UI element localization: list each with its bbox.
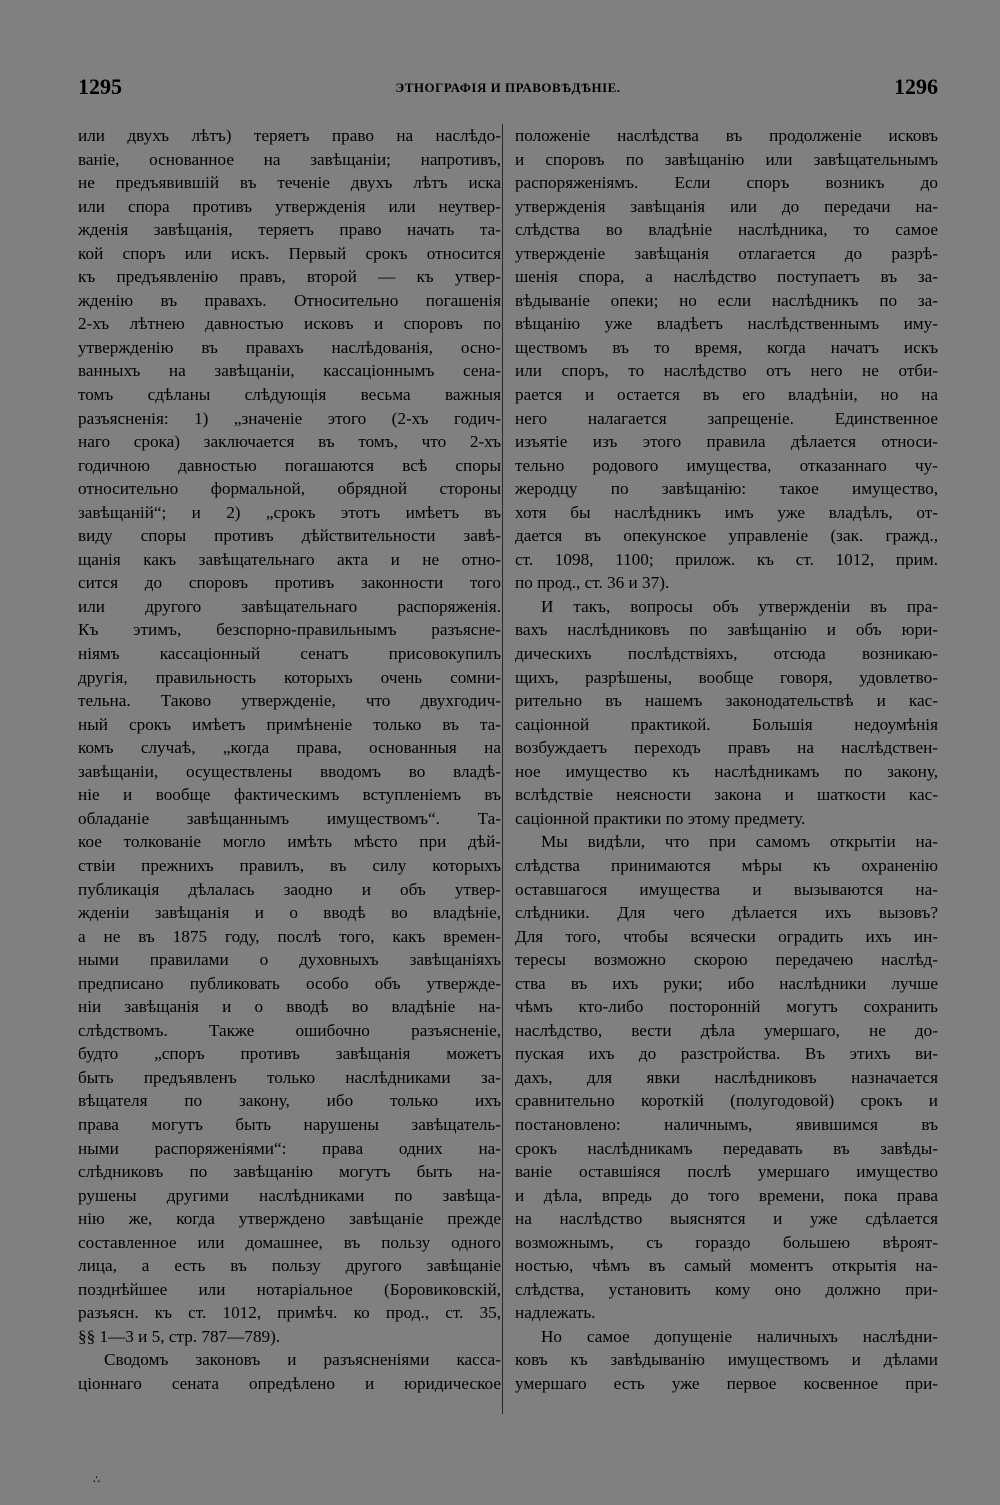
text-line: Для того, чтобы всячески оградить ихъ ин- <box>515 926 938 946</box>
text-line: вѣщателя по закону, ибо только ихъ <box>78 1091 501 1111</box>
text-line: или другого завѣщательнаго распоряженія. <box>78 596 501 616</box>
text-line: комъ случаѣ, „когда права, основанныя на <box>78 738 501 758</box>
text-line: публикація дѣлалась заодно и объ утвер- <box>78 879 501 899</box>
text-line: ст. 1098, 1100; прилож. къ ст. 1012, прим. <box>515 549 938 569</box>
text-line: и споровъ по завѣщанію или завѣщательнымъ <box>515 149 938 169</box>
right-column <box>515 124 938 1396</box>
text-line: ваніе оставшіяся послѣ умершаго имущество <box>515 1162 938 1182</box>
text-line: слѣдствомъ. Также ошибочно разъясненіе, <box>78 1020 501 1040</box>
text-line: Сводомъ законовъ и разъясненіями касса- <box>104 1350 501 1370</box>
text-line: обладаніе завѣщаннымъ имуществомъ“. Та- <box>78 808 501 828</box>
text-line: слѣдниковъ по завѣщанію могутъ быть на- <box>78 1162 501 1182</box>
text-line: И такъ, вопросы объ утвержденіи въ пра- <box>541 596 938 616</box>
text-line: или спора противъ утвержденія или неутвер- <box>78 196 501 216</box>
text-line: изъятіе изъ этого правила дѣлается относи- <box>515 432 938 452</box>
text-line: ніи завѣщанія и о вводѣ во владѣніе на- <box>78 997 501 1017</box>
text-line: ваніе, основанное на завѣщаніи; напротивъ, <box>78 149 501 169</box>
text-line: жеродцу по завѣщанію: такое имущество, <box>515 479 938 499</box>
text-line: относительно формальной, обрядной стороны <box>78 479 501 499</box>
column-divider <box>502 124 503 1414</box>
text-line: оставшагося имущества и вызываются на- <box>515 879 938 899</box>
text-line: и дѣла, впредь до того времени, пока права <box>515 1185 938 1205</box>
text-line: завѣщаній“; и 2) „срокъ этотъ имѣетъ въ <box>78 502 501 522</box>
text-line: ными правилами о духовныхъ завѣщаніяхъ <box>78 950 501 970</box>
text-line: сравнительно короткій (полугодовой) срокъ и <box>515 1091 938 1111</box>
text-line: слѣдства, установить кому оно должно при- <box>515 1279 938 1299</box>
text-line: умершаго есть уже первое косвенное при- <box>515 1373 938 1393</box>
text-line: рушены другими наслѣдниками по завѣща- <box>78 1185 501 1205</box>
text-line: рительно въ нашемъ законодательствѣ и кас- <box>515 691 938 711</box>
text-line: или двухъ лѣтъ) теряетъ право на наслѣдо- <box>78 126 501 145</box>
text-line: возбуждаетъ переходъ правъ на наслѣдствен- <box>515 738 938 758</box>
text-line: нію же, когда утверждено завѣщаніе прежде <box>78 1209 501 1229</box>
text-line: шенія спора, а наслѣдство поступаетъ въ за- <box>515 267 938 287</box>
text-line: срокъ наслѣдникамъ передавать въ завѣды- <box>515 1138 938 1158</box>
text-line: будто „споръ противъ завѣщанія можетъ <box>78 1044 501 1064</box>
running-title: ЭТНОГРАФІЯ И ПРАВОВѢДѢНІЕ. <box>395 80 621 95</box>
text-line: ными распоряженіями“: права одних на- <box>78 1138 501 1158</box>
text-line: разъясн. къ ст. 1012, примѣч. ко прод., ст. 35, <box>78 1303 501 1323</box>
text-line: быть предъявленъ только наслѣдниками за- <box>78 1067 501 1087</box>
left-column <box>78 124 501 1396</box>
text-line: §§ 1—3 и 5, стр. 787—789). <box>78 1326 281 1346</box>
text-line: ніе и вообще фактическимъ вступленіемъ въ <box>78 785 501 805</box>
text-line: вахъ наслѣдниковъ по завѣщанію и объ юри- <box>515 620 938 640</box>
text-line: къ предъявленію правъ, второй — къ утвер- <box>78 267 501 287</box>
text-line: ніямъ кассаціонный сенатъ присовокупилъ <box>78 644 501 664</box>
text-line: утвержденію въ правахъ наслѣдованія, осно- <box>78 337 501 357</box>
page-number-left: 1295 <box>78 74 122 99</box>
text-line: лица, а есть въ пользу другого завѣщаніе <box>78 1256 501 1276</box>
text-line: дахъ, для явки наслѣдниковъ назначается <box>515 1067 938 1087</box>
text-line: а не въ 1875 году, послѣ того, какъ времен- <box>78 926 501 946</box>
text-line: утвержденія завѣщанія или до передачи на- <box>515 196 938 216</box>
text-line: на наслѣдство выяснятся и уже сдѣлается <box>515 1209 938 1229</box>
text-line: наго срока) заключается въ томъ, что 2-хъ <box>78 432 501 452</box>
text-line: Къ этимъ, безспорно-правильнымъ разъясне- <box>78 620 501 640</box>
text-line: надлежать. <box>515 1303 596 1323</box>
text-line: ціоннаго сената опредѣлено и юридическое <box>78 1373 501 1393</box>
text-line: вѣдываніе опеки; но если наслѣдникъ по за- <box>515 290 938 310</box>
text-line: Мы видѣли, что при самомъ открытіи на- <box>541 832 938 852</box>
text-line: тересы возможно скорою передачею наслѣд- <box>515 950 938 970</box>
text-line: жденія завѣщанія, теряетъ право начать та- <box>78 220 501 240</box>
text-line: годичною давностью погашаются всѣ споры <box>78 455 501 475</box>
text-line: вѣщанію уже владѣетъ наслѣдственнымъ иму- <box>515 314 938 334</box>
text-line: хотя бы наслѣдникъ имъ уже владѣлъ, от- <box>515 502 938 522</box>
text-line: слѣдства во владѣніе наслѣдника, то самое <box>515 220 938 240</box>
text-line: тельно родового имущества, отказаннаго чу- <box>515 455 938 475</box>
text-line: предписано публиковать особо объ утвержде- <box>78 973 501 993</box>
text-line: чѣмъ кто-либо посторонній могутъ сохранить <box>515 997 938 1017</box>
text-line: слѣдники. Для чего дѣлается ихъ вызовъ? <box>515 903 938 923</box>
text-line: виду споры противъ дѣйствительности завѣ- <box>78 526 501 546</box>
text-line: жденію въ правахъ. Относительно погашенія <box>78 290 501 310</box>
text-line: саціонной практикой. Большія недоумѣнія <box>515 714 938 734</box>
text-line: слѣдства принимаются мѣры къ охраненію <box>515 855 938 875</box>
text-line: права могутъ быть нарушены завѣщатель- <box>78 1114 501 1134</box>
text-line: тельна. Таково утвержденіе, что двухгодич- <box>78 691 501 711</box>
text-line: жденіи завѣщанія и о вводѣ во владѣніе, <box>78 903 501 923</box>
text-line: саціонной практики по этому предмету. <box>515 808 806 828</box>
text-line: ванныхъ на завѣщаніи, кассаціоннымъ сена- <box>78 361 501 381</box>
text-line: Но самое допущеніе наличныхъ наслѣдни- <box>541 1326 938 1346</box>
text-line: щанія какъ завѣщательнаго акта и не отно- <box>78 549 501 569</box>
text-line: положеніе наслѣдства въ продолженіе исковъ <box>515 126 938 145</box>
text-line: кой споръ или искъ. Первый срокъ относится <box>78 243 501 263</box>
text-line: или споръ, то наслѣдство отъ него не отби- <box>515 361 938 381</box>
text-line: ное имущество къ наслѣдникамъ по закону, <box>515 761 938 781</box>
text-line: ковъ къ завѣдыванію имуществомъ и дѣлами <box>515 1350 938 1370</box>
text-line: утвержденіе завѣщанія отлагается до разрѣ- <box>515 243 938 263</box>
text-line: ствіи прежнихъ правилъ, въ силу которыхъ <box>78 855 501 875</box>
text-line: дическихъ послѣдствіяхъ, отсюда возникаю- <box>515 644 938 664</box>
text-line: кое толкованіе могло имѣть мѣсто при дѣй- <box>78 832 501 852</box>
text-line: дается въ опекунское управленіе (зак. гражд., <box>515 526 938 546</box>
footer-mark: ∴ <box>93 1474 100 1486</box>
text-line: ностью, чѣмъ въ самый моментъ открытія на- <box>515 1256 938 1276</box>
text-line: завѣщаніи, осуществлены вводомъ во владѣ- <box>78 761 501 781</box>
text-line: 2-хъ лѣтнею давностью исковъ и споровъ по <box>78 314 501 334</box>
text-line: другія, правильность которыхъ очень сомни- <box>78 667 501 687</box>
text-line: позднѣйшее или нотаріальное (Боровиковскій, <box>78 1279 501 1299</box>
text-line: щихъ, разрѣшены, вообще говоря, удовлетво- <box>515 667 938 687</box>
text-line: возможнымъ, съ гораздо большею вѣроят- <box>515 1232 938 1252</box>
text-line: сится до споровъ противъ законности того <box>78 573 501 593</box>
text-line: по прод., ст. 36 и 37). <box>515 573 670 593</box>
text-line: ществомъ въ то время, когда начатъ искъ <box>515 337 938 357</box>
text-line: постановлено: наличнымъ, явившимся въ <box>515 1114 938 1134</box>
text-line: томъ сдѣланы слѣдующія весьма важныя <box>78 385 501 405</box>
page-header <box>78 74 938 102</box>
text-line: не предъявившій въ теченіе двухъ лѣтъ иска <box>78 173 501 193</box>
text-line: рается и остается въ его владѣніи, но на <box>515 385 938 405</box>
text-line: вслѣдствіе неясности закона и шаткости кас- <box>515 785 938 805</box>
text-line: него налагается запрещеніе. Единственное <box>515 408 938 428</box>
text-line: разъясненія: 1) „значеніе этого (2-хъ годич- <box>78 408 501 428</box>
text-line: пуская ихъ до разстройства. Въ этихъ ви- <box>515 1044 938 1064</box>
page-number-right: 1296 <box>894 74 938 99</box>
text-line: ный срокъ имѣетъ примѣненіе только въ та- <box>78 714 501 734</box>
text-line: ства въ ихъ руки; ибо наслѣдники лучше <box>515 973 938 993</box>
text-line: наслѣдство, вести дѣла умершаго, не до- <box>515 1020 938 1040</box>
text-line: распоряженіямъ. Если споръ возникъ до <box>515 173 938 193</box>
text-line: составленное или домашнее, въ пользу одного <box>78 1232 501 1252</box>
